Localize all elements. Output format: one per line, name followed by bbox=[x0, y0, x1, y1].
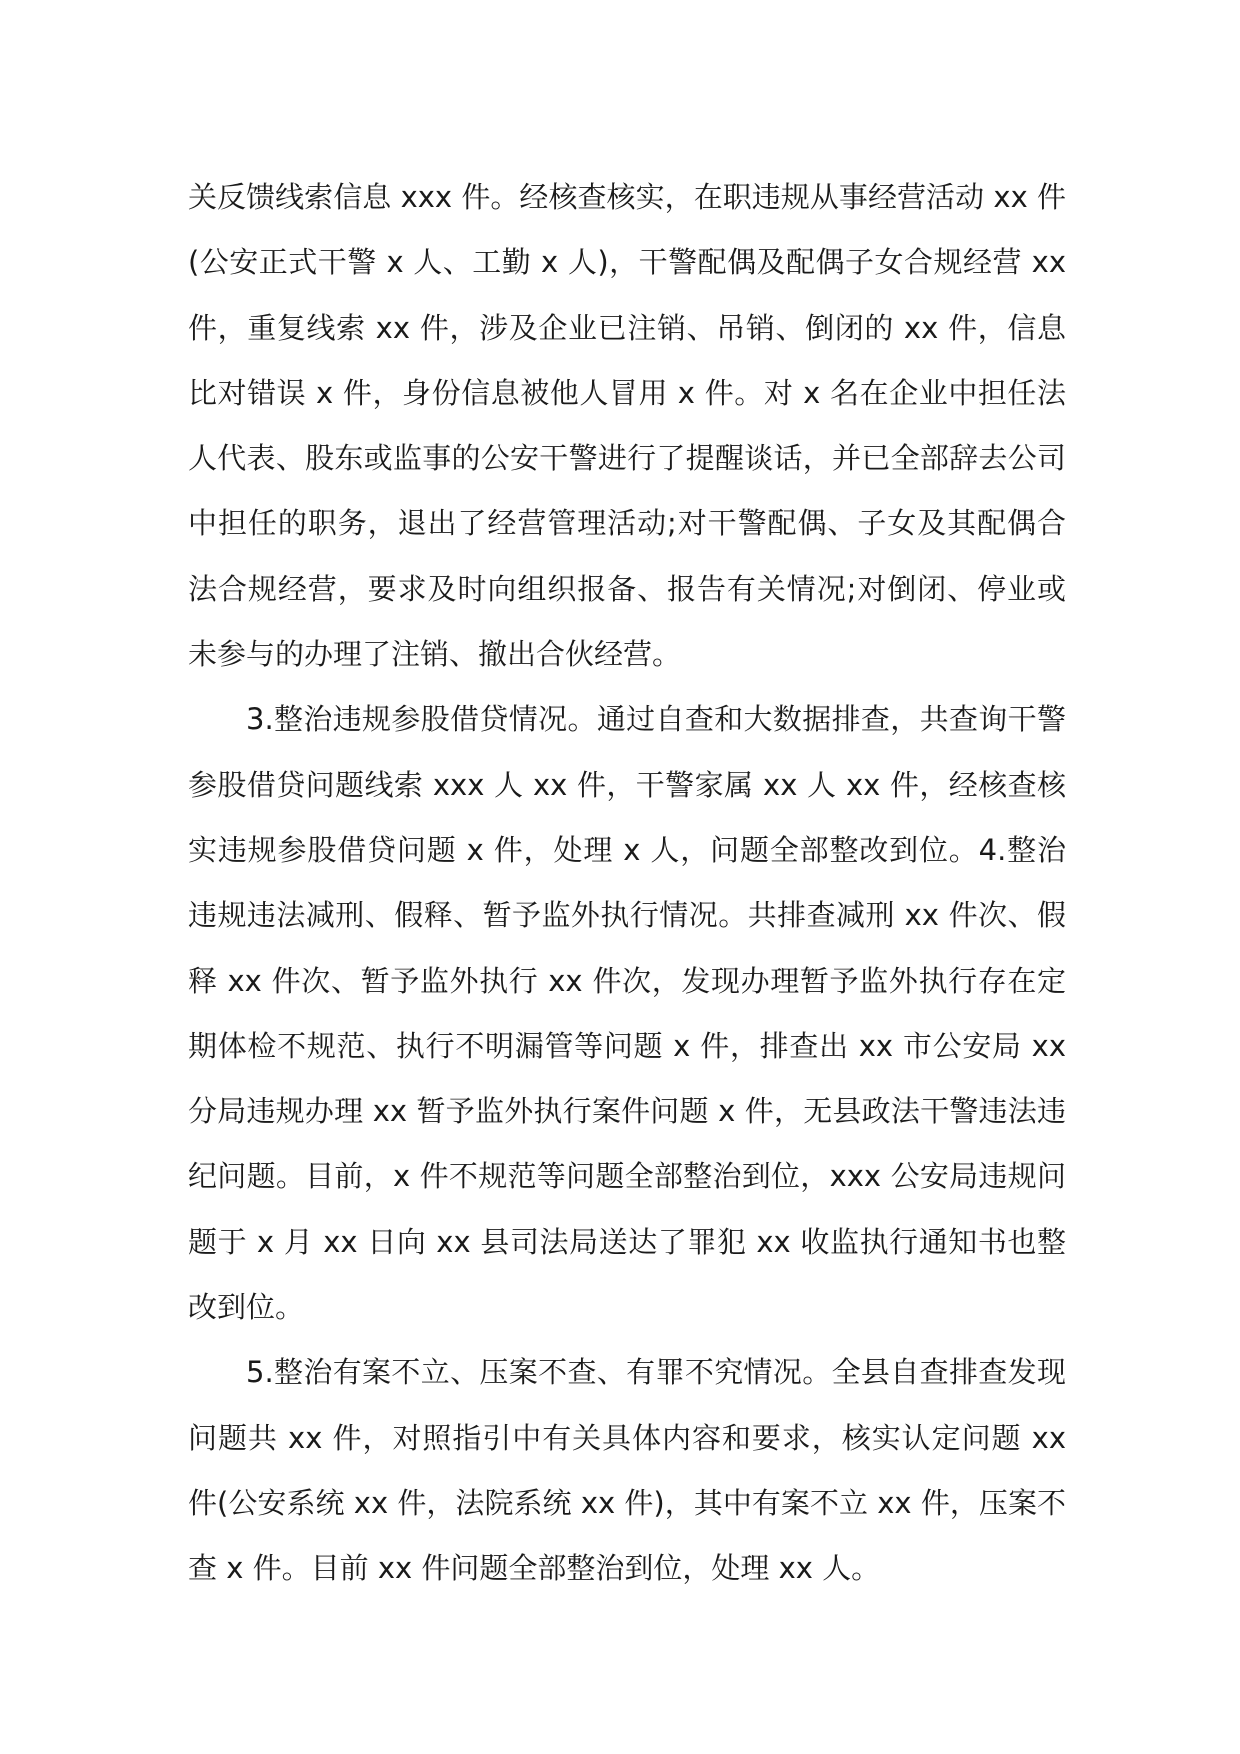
paragraph-continuation: 关反馈线索信息 xxx 件。经核查核实，在职违规从事经营活动 xx 件(公安正式干警 x 人、工勤 x 人)，干警配偶及配偶子女合规经营 xx 件，重复线索 xx 件，涉及企业已注销、吊销、倒闭的 xx 件，信息比对错误 x 件，身份信息被他人冒用 x 件。对 x 名在企业中担任法人代表、股东或监事的公安干警进行了提醒谈话，并已全部辞去公司中担任的职务，退出了经营管理活动;对干警配偶、子女及其配偶合法合规经营，要求及时向组织报备、报告有关情况;对倒闭、停业或未参与的办理了注销、撤出合伙经营。 bbox=[188, 180, 1066, 672]
paragraph-item-5: 5.整治有案不立、压案不查、有罪不究情况。全县自查排查发现问题共 xx 件，对照指引中有关具体内容和要求，核实认定问题 xx 件(公安系统 xx 件，法院系统 xx 件)，其中有案不立 xx 件，压案不查 x 件。目前 xx 件问题全部整治到位，处理 xx 人。 bbox=[188, 1355, 1066, 1586]
document-body bbox=[188, 165, 1066, 1602]
paragraph-item-3: 3.整治违规参股借贷情况。通过自查和大数据排查，共查询干警参股借贷问题线索 xxx 人 xx 件，干警家属 xx 人 xx 件，经核查核实违规参股借贷问题 x 件，处理 x 人，问题全部整改到位。4.整治违规违法减刑、假释、暂予监外执行情况。共排查减刑 xx 件次、假释 xx 件次、暂予监外执行 xx 件次，发现办理暂予监外执行存在定期体检不规范、执行不明漏管等问题 x 件，排查出 xx 市公安局 xx 分局违规办理 xx 暂予监外执行案件问题 x 件，无县政法干警违法违纪问题。目前，x 件不规范等问题全部整治到位，xxx 公安局违规问题于 x 月 xx 日向 xx 县司法局送达了罪犯 xx 收监执行通知书也整改到位。 bbox=[188, 702, 1066, 1325]
